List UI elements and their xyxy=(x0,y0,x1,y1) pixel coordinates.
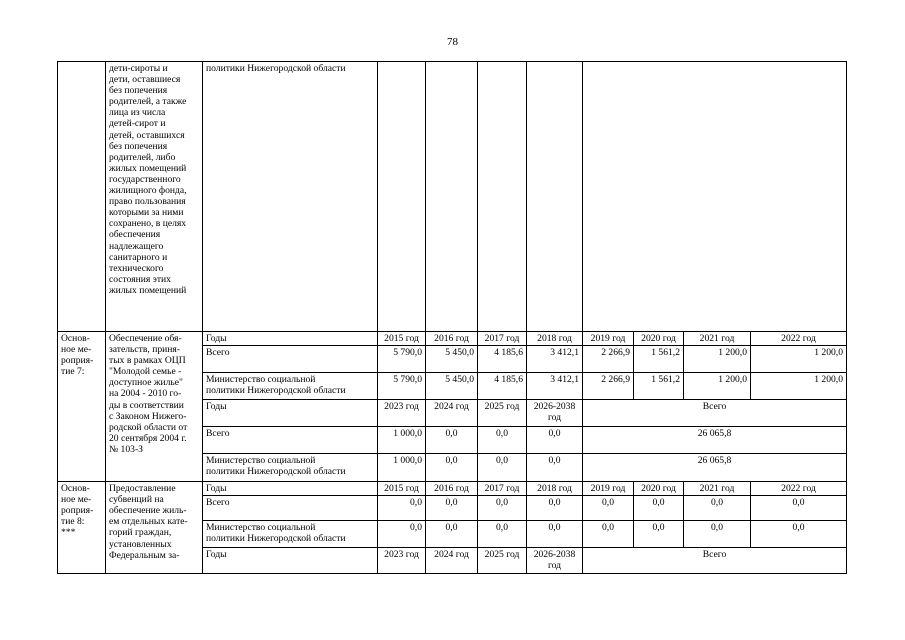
value-cell: 0,0 xyxy=(684,496,751,521)
value-cell: 0,0 xyxy=(426,521,478,548)
year-cell: 2022 год xyxy=(751,482,847,496)
table-row xyxy=(58,62,847,332)
year-cell: 2017 год xyxy=(478,482,527,496)
empty-cell xyxy=(378,62,426,332)
year-cell: 2021 год xyxy=(684,482,751,496)
value-cell: 4 185,6 xyxy=(478,346,527,373)
page-number: 78 xyxy=(447,36,458,48)
year-cell: 2016 год xyxy=(426,332,478,346)
executor-cell: политики Нижегородской области xyxy=(203,62,378,332)
value-cell: 0,0 xyxy=(378,496,426,521)
value-cell: 5 450,0 xyxy=(426,346,478,373)
measure-label: Основ- ное ме- роприя- тие 8: *** xyxy=(58,482,106,574)
value-cell: 0,0 xyxy=(527,496,583,521)
year-cell: 2018 год xyxy=(527,482,583,496)
value-cell: 5 450,0 xyxy=(426,373,478,400)
value-cell: 0,0 xyxy=(634,521,684,548)
years-label: Годы xyxy=(203,548,378,574)
ministry-label: Министерство социальной политики Нижегородской области xyxy=(203,373,378,400)
value-cell: 0,0 xyxy=(426,427,478,454)
year-cell: 2020 год xyxy=(634,332,684,346)
measure-description: дети-сироты и дети, оставшиеся без попечения родителей, а также лица из числа детей-сирот и детей, оставшихся без попечения родителей, либо жилых помещений государственного жилищного фонда, право пользования которыми за ними сохранено, в целях обеспечения надлежащего санитарного и технического состояния этих жилых помещений xyxy=(106,62,203,332)
value-cell: 5 790,0 xyxy=(378,373,426,400)
year-cell: 2020 год xyxy=(634,482,684,496)
ministry-label: Министерство социальной политики Нижегородской области xyxy=(203,521,378,548)
year-cell: 2015 год xyxy=(378,332,426,346)
value-cell: 1 561,2 xyxy=(634,373,684,400)
years-label: Годы xyxy=(203,400,378,427)
value-cell: 3 412,1 xyxy=(527,373,583,400)
value-cell: 2 266,9 xyxy=(583,373,634,400)
value-cell: 0,0 xyxy=(684,521,751,548)
year-cell: 2023 год xyxy=(378,548,426,574)
value-cell: 1 200,0 xyxy=(751,373,847,400)
years-label: Годы xyxy=(203,332,378,346)
value-cell: 0,0 xyxy=(583,521,634,548)
total-value: 26 065,8 xyxy=(583,427,847,454)
value-cell: 0,0 xyxy=(527,521,583,548)
value-cell: 1 561,2 xyxy=(634,346,684,373)
value-cell: 0,0 xyxy=(751,496,847,521)
measure-description: Обеспечение обя- зательств, приня- тых в рамках ОЦП "Молодой семье - доступное жилье" на 2004 - 2010 го- ды в соответствии с Законом Нижего- родской области от 20 сентября 2004 г. № 103-З xyxy=(106,332,203,482)
value-cell: 0,0 xyxy=(634,496,684,521)
value-cell: 0,0 xyxy=(478,496,527,521)
value-cell: 1 200,0 xyxy=(751,346,847,373)
value-cell: 0,0 xyxy=(583,496,634,521)
value-cell: 2 266,9 xyxy=(583,346,634,373)
table-row xyxy=(58,332,847,346)
value-cell: 1 200,0 xyxy=(684,346,751,373)
year-cell: 2018 год xyxy=(527,332,583,346)
value-cell: 0,0 xyxy=(378,521,426,548)
empty-cell xyxy=(426,62,478,332)
table-row xyxy=(58,482,847,496)
value-cell: 3 412,1 xyxy=(527,346,583,373)
value-cell: 0,0 xyxy=(426,496,478,521)
year-cell: 2026-2038 год xyxy=(527,400,583,427)
year-cell: 2015 год xyxy=(378,482,426,496)
total-label: Всего xyxy=(203,496,378,521)
measure-description: Предоставление субвенций на обеспечение жиль- ем отдельных кате- горий граждан, установленных Федеральным за- xyxy=(106,482,203,574)
year-cell: 2024 год xyxy=(426,548,478,574)
empty-cell xyxy=(583,62,847,332)
total-value: 26 065,8 xyxy=(583,454,847,482)
year-cell: 2023 год xyxy=(378,400,426,427)
empty-cell xyxy=(478,62,527,332)
value-cell: 1 000,0 xyxy=(378,427,426,454)
year-cell: 2025 год xyxy=(478,548,527,574)
value-cell: 0,0 xyxy=(751,521,847,548)
year-cell: 2019 год xyxy=(583,332,634,346)
year-cell: 2017 год xyxy=(478,332,527,346)
total-label: Всего xyxy=(203,346,378,373)
total-header: Всего xyxy=(583,548,847,574)
empty-cell xyxy=(527,62,583,332)
value-cell: 0,0 xyxy=(478,427,527,454)
value-cell: 0,0 xyxy=(527,427,583,454)
total-label: Всего xyxy=(203,427,378,454)
value-cell: 4 185,6 xyxy=(478,373,527,400)
year-cell: 2022 год xyxy=(751,332,847,346)
measure-label-cell xyxy=(58,62,106,332)
value-cell: 1 200,0 xyxy=(684,373,751,400)
value-cell: 0,0 xyxy=(426,454,478,482)
year-cell: 2016 год xyxy=(426,482,478,496)
year-cell: 2026-2038 год xyxy=(527,548,583,574)
year-cell: 2025 год xyxy=(478,400,527,427)
measure-label: Основ- ное ме- роприя- тие 7: xyxy=(58,332,106,482)
value-cell: 5 790,0 xyxy=(378,346,426,373)
total-header: Всего xyxy=(583,400,847,427)
value-cell: 0,0 xyxy=(478,521,527,548)
value-cell: 0,0 xyxy=(527,454,583,482)
value-cell: 0,0 xyxy=(478,454,527,482)
year-cell: 2024 год xyxy=(426,400,478,427)
year-cell: 2021 год xyxy=(684,332,751,346)
value-cell: 1 000,0 xyxy=(378,454,426,482)
year-cell: 2019 год xyxy=(583,482,634,496)
years-label: Годы xyxy=(203,482,378,496)
program-table xyxy=(57,61,847,574)
ministry-label: Министерство социальной политики Нижегородской области xyxy=(203,454,378,482)
